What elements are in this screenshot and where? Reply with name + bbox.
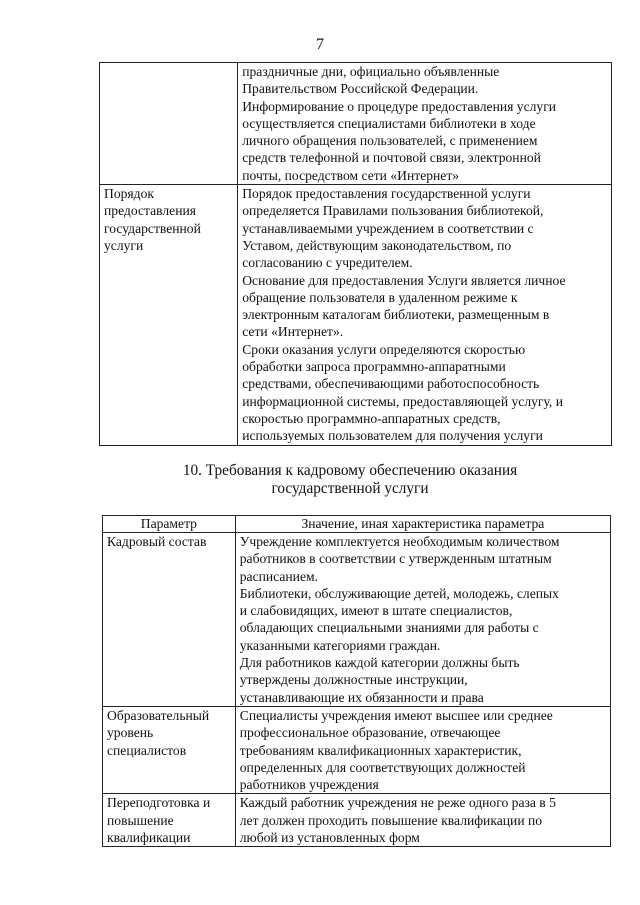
value-cell <box>235 794 610 847</box>
table-top <box>99 62 612 446</box>
cell-line: расписанием. <box>239 568 318 584</box>
cell-line: любой из установленных форм <box>239 830 420 846</box>
cell-line: услуги <box>104 237 144 253</box>
cell-line: Кадровый состав <box>107 534 207 549</box>
header-value: Значение, иная характеристика параметра <box>235 516 610 533</box>
table-bottom <box>102 515 611 847</box>
cell-line: Сроки оказания услуги определяются скоростью <box>242 341 526 357</box>
value-cell <box>235 533 610 707</box>
cell-line: утверждены должностные инструкции, <box>239 672 468 688</box>
param-cell <box>100 185 238 445</box>
cell-line: информационной системы, предоставляющей услугу, и <box>242 393 563 409</box>
cell-line: лет должен проходить повышение квалификации по <box>239 812 543 828</box>
cell-line: и слабовидящих, имеют в штате специалистов, <box>239 603 513 619</box>
cell-line: Учреждение комплектуется необходимым количеством <box>239 534 560 549</box>
cell-line: сети «Интернет». <box>242 324 344 340</box>
cell-line: согласованию с учредителем. <box>242 255 413 271</box>
cell-line: предоставления <box>104 203 197 219</box>
table-row <box>103 706 611 793</box>
value-cell <box>238 185 612 445</box>
header-param: Параметр <box>103 516 236 533</box>
table-row <box>100 63 612 185</box>
cell-line: повышение <box>107 812 174 828</box>
section-title-line-2: государственной услуги <box>271 480 429 497</box>
table-header-row <box>103 516 611 533</box>
cell-line: Порядок <box>104 186 154 202</box>
cell-line: осуществляется специалистами библиотеки в ходе <box>242 115 536 131</box>
cell-line: Каждый работник учреждения не реже одного раза в 5 <box>239 795 556 811</box>
cell-line: определяется Правилами пользования библиотекой, <box>242 203 544 219</box>
param-cell <box>100 63 238 185</box>
table-row <box>103 533 611 707</box>
cell-line: уровень <box>107 725 154 741</box>
cell-line: Правительством Российской Федерации. <box>242 81 479 97</box>
cell-line: почты, посредством сети «Интернет» <box>242 167 460 183</box>
cell-line: Библиотеки, обслуживающие детей, молодежь, слепых <box>239 585 559 601</box>
cell-line: устанавливающие их обязанности и права <box>239 689 484 705</box>
cell-line: используемых пользователем для получения услуги <box>242 428 543 444</box>
page-number: 7 <box>316 36 324 53</box>
section-title-line-1: 10. Требования к кадровому обеспечению оказания <box>182 462 518 479</box>
value-cell <box>238 63 612 185</box>
cell-line: Образовательный <box>107 707 210 723</box>
param-cell <box>103 794 236 847</box>
cell-line: работников в соответствии с утвержденным штатным <box>239 551 552 567</box>
cell-line: Специалисты учреждения имеют высшее или среднее <box>239 707 553 723</box>
param-cell <box>103 533 236 707</box>
cell-line: средств телефонной и почтовой связи, электронной <box>242 150 541 166</box>
cell-line: Основание для предоставления Услуги является личное <box>242 272 566 288</box>
cell-line: специалистов <box>107 742 187 758</box>
cell-line: определенных для соответствующих должностей <box>239 759 526 775</box>
cell-line: личного обращения пользователей, с применением <box>242 133 538 149</box>
cell-line: Уставом, действующим законодательством, по <box>242 237 512 253</box>
cell-line: указанными категориями граждан. <box>239 637 441 653</box>
value-cell <box>235 706 610 793</box>
cell-line: обращение пользователя в удаленном режиме к <box>242 289 518 305</box>
cell-line: требованиям квалификационных характеристик, <box>239 742 522 758</box>
cell-line: электронным каталогам библиотеки, размещенным в <box>242 307 550 323</box>
cell-line: профессиональное образование, отвечающее <box>239 725 501 741</box>
cell-line: Порядок предоставления государственной услуги <box>242 186 531 202</box>
cell-line: Для работников каждой категории должны быть <box>239 655 520 671</box>
cell-line: квалификации <box>107 830 191 846</box>
cell-line: Переподготовка и <box>107 795 211 811</box>
cell-line: средствами, обеспечивающими работоспособность <box>242 376 540 392</box>
cell-line: работников учреждения <box>239 777 379 793</box>
cell-line: Информирование о процедуре предоставления услуги <box>242 98 557 114</box>
cell-line: скоростью программно-аппаратных средств, <box>242 410 501 426</box>
cell-line: обладающих специальными знаниями для работы с <box>239 620 539 636</box>
cell-line: праздничные дни, официально объявленные <box>242 64 500 79</box>
section-title <box>0 462 640 498</box>
cell-line: государственной <box>104 220 201 236</box>
table-row <box>100 185 612 445</box>
table-row <box>103 794 611 847</box>
cell-line: обработки запроса программно-аппаратными <box>242 359 506 375</box>
param-cell <box>103 706 236 793</box>
cell-line: устанавливаемыми учреждением в соответствии с <box>242 220 534 236</box>
